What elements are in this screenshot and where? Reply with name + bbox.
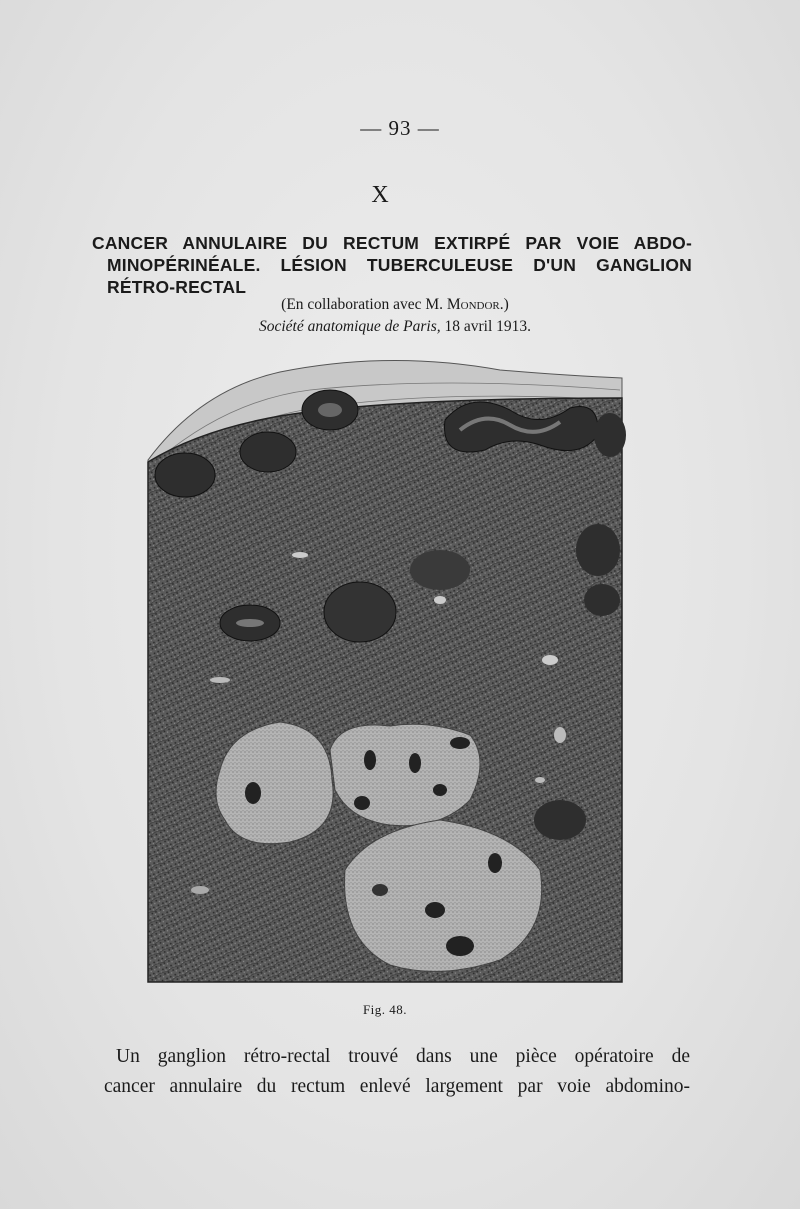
collaboration-suffix: .) (499, 296, 509, 313)
body-paragraph (104, 1042, 690, 1102)
page-number: — 93 — (360, 116, 440, 140)
title-line-3: RÉTRO-RECTAL (107, 277, 247, 297)
society-date: 18 avril 1913. (444, 318, 532, 335)
body-line-1: Un ganglion rétro-rectal trouvé dans une pièce opératoire de (116, 1046, 690, 1067)
title-line-2: MINOPÉRINÉALE. LÉSION TUBERCULEUSE D'UN GANGLION (107, 255, 692, 275)
chapter-numeral: X (371, 182, 389, 208)
title-line-1: CANCER ANNULAIRE DU RECTUM EXTIRPÉ PAR VOIE ABDO- (92, 233, 692, 253)
collaboration-prefix: (En collaboration avec M. (281, 296, 447, 313)
society-reference (0, 318, 790, 336)
histology-illustration (140, 350, 630, 990)
collaborator-name: Mondor (446, 296, 500, 313)
article-title (92, 232, 692, 298)
collaboration-note (0, 296, 790, 314)
body-line-2: cancer annulaire du rectum enlevé largement par voie abdomino- (104, 1076, 690, 1097)
society-name: Société anatomique de Paris, (258, 318, 441, 335)
figure-caption: Fig. 48. (362, 1002, 408, 1017)
